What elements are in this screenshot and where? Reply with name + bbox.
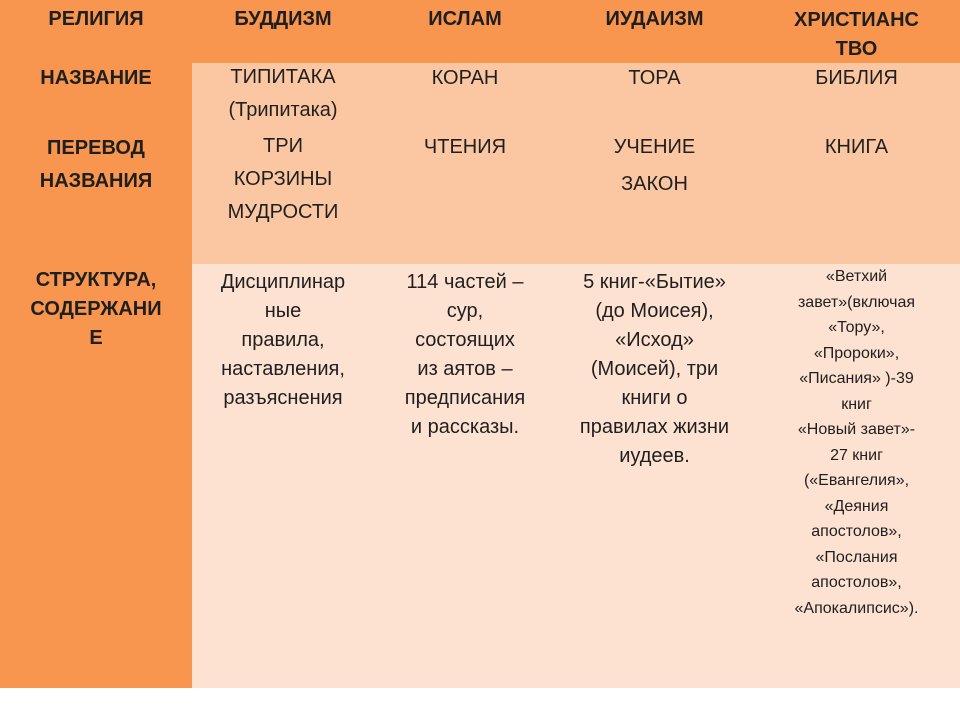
cell-line: КОРЗИНЫ	[233, 168, 333, 190]
cell-structure-islam	[374, 264, 556, 688]
row-label-line: Е	[89, 327, 103, 349]
row-label-translation	[0, 130, 192, 264]
cell-line: ТИПИТАКА	[230, 66, 336, 88]
cell-line: наставления,	[221, 358, 345, 380]
cell-line: МУДРОСТИ	[227, 201, 339, 223]
cell-translation-judaism	[556, 130, 753, 264]
header-religion: РЕЛИГИЯ	[0, 0, 192, 63]
header-christianity-line: ХРИСТИАНС	[794, 9, 919, 31]
cell-line: «Ветхий	[825, 268, 888, 285]
row-label-line: ПЕРЕВОД	[47, 137, 145, 159]
cell-structure-christianity	[753, 264, 960, 688]
cell-line: (до Моисея),	[595, 300, 714, 322]
cell-line: сур,	[446, 300, 484, 322]
cell-line: «Новый завет»-	[797, 421, 916, 438]
cell-line: апостолов»,	[811, 523, 902, 540]
cell-line: 27 книг	[830, 446, 883, 464]
row-label-line: СТРУКТУРА,	[35, 269, 157, 291]
cell-line: 5 книг-«Бытие»	[583, 271, 726, 293]
cell-line: и рассказы.	[410, 416, 520, 438]
cell-translation-islam: ЧТЕНИЯ	[374, 130, 556, 264]
cell-name-buddhism	[192, 63, 374, 130]
cell-translation-christianity: КНИГА	[753, 130, 960, 264]
cell-line: (Трипитака)	[228, 99, 338, 121]
cell-line: правила,	[241, 329, 325, 351]
cell-line: 114 частей –	[406, 271, 524, 293]
header-buddhism: БУДДИЗМ	[192, 0, 374, 63]
cell-line: «Тору»,	[828, 319, 885, 336]
cell-line: апостолов»,	[811, 574, 902, 591]
row-label-line: НАЗВАНИЯ	[39, 170, 153, 192]
cell-line: книги о	[621, 387, 688, 409]
cell-line: «Послания	[815, 548, 898, 566]
header-islam: ИСЛАМ	[374, 0, 556, 63]
cell-translation-buddhism	[192, 130, 374, 264]
header-christianity	[753, 0, 960, 63]
cell-line: УЧЕНИЕ	[613, 136, 696, 158]
header-christianity-line: ТВО	[835, 38, 878, 60]
cell-structure-judaism	[556, 264, 753, 688]
cell-line: «Пророки»,	[813, 344, 900, 362]
cell-name-judaism: ТОРА	[556, 63, 753, 130]
cell-line: «Апокалипсис»).	[794, 599, 919, 617]
cell-line: из аятов –	[417, 358, 513, 380]
cell-name-christianity: БИБЛИЯ	[753, 63, 960, 130]
cell-line: завет»(включая	[797, 293, 916, 311]
cell-name-islam: КОРАН	[374, 63, 556, 130]
cell-line: книг	[841, 395, 872, 413]
cell-line: предписания	[404, 387, 526, 409]
row-label-name: НАЗВАНИЕ	[0, 63, 192, 130]
header-judaism: ИУДАИЗМ	[556, 0, 753, 63]
cell-line: («Евангелия»,	[803, 472, 910, 489]
cell-line: иудеев.	[619, 445, 690, 467]
cell-line: ТРИ	[263, 135, 303, 157]
cell-line: «Деяния	[824, 497, 889, 515]
cell-line: состоящих	[415, 329, 515, 351]
cell-structure-buddhism	[192, 264, 374, 688]
cell-line: ные	[264, 300, 302, 322]
cell-line: ЗАКОН	[621, 173, 688, 195]
cell-line: «Писания» )-39	[799, 370, 914, 387]
cell-line: «Исход»	[615, 329, 694, 351]
cell-line: правилах жизни	[579, 416, 730, 438]
row-label-line: СОДЕРЖАНИ	[30, 298, 162, 320]
row-label-structure	[0, 264, 192, 688]
cell-line: разъяснения	[223, 387, 343, 409]
cell-line: Дисциплинар	[220, 271, 346, 293]
cell-line: (Моисей), три	[590, 358, 719, 380]
